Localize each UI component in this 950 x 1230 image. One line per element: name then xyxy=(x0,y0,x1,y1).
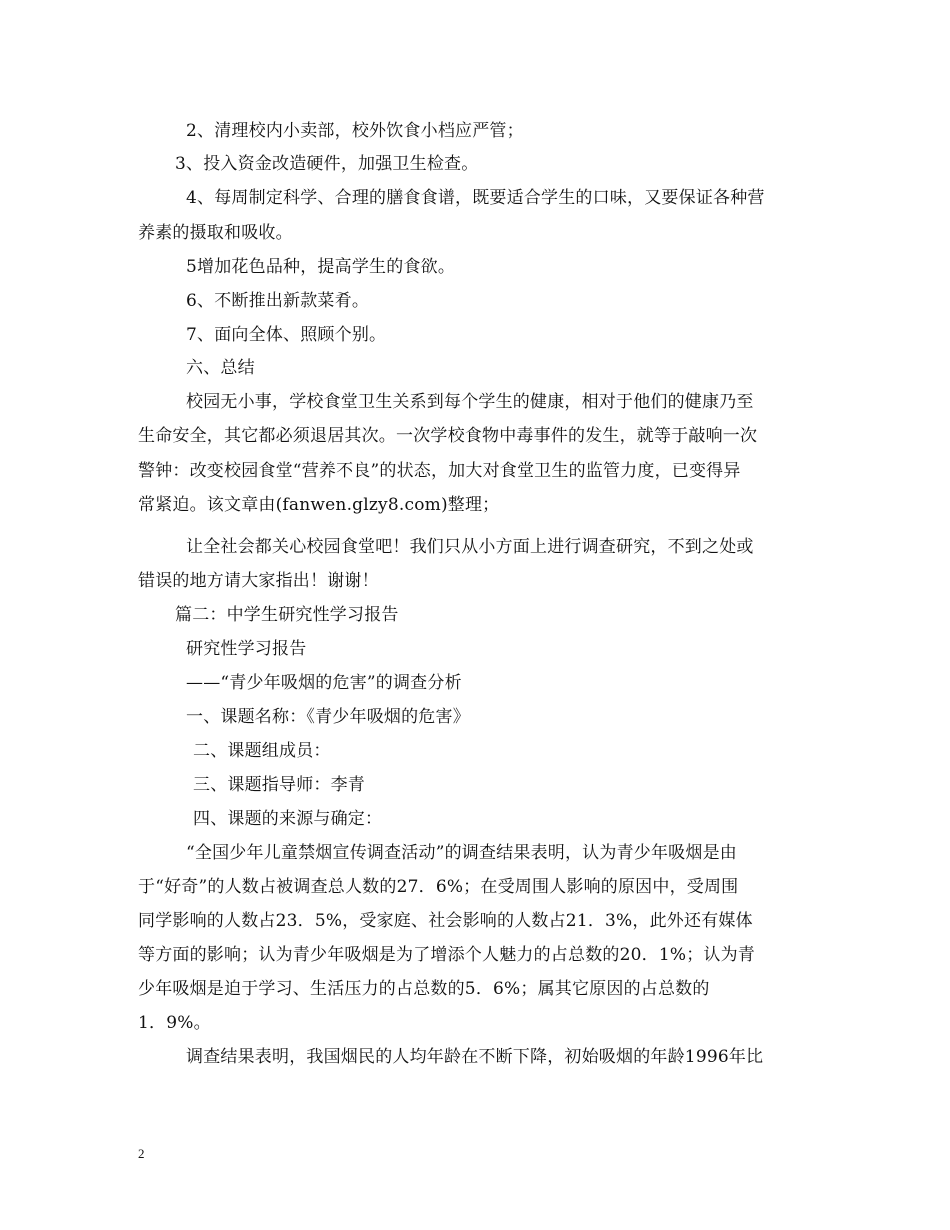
text-line: 2、清理校内小卖部，校外饮食小档应严管； xyxy=(186,121,524,141)
text-line: 二、课题组成员： xyxy=(193,741,331,761)
text-line: 一、课题名称：《青少年吸烟的危害》 xyxy=(186,707,470,727)
section-heading: 研究性学习报告 xyxy=(186,639,307,659)
text-line: “全国少年儿童禁烟宣传调查活动”的调查结果表明，认为青少年吸烟是由 xyxy=(186,843,737,863)
section-heading: 篇二：中学生研究性学习报告 xyxy=(175,605,399,625)
text-line: 1．9%。 xyxy=(138,1013,211,1033)
text-line: 让全社会都关心校园食堂吧！我们只从小方面上进行调查研究，不到之处或 xyxy=(186,537,754,557)
page-number: 2 xyxy=(138,1146,145,1161)
text-line: 警钟：改变校园食堂“营养不良”的状态，加大对食堂卫生的监管力度，已变得异 xyxy=(138,461,741,481)
text-line: 7、面向全体、照顾个别。 xyxy=(186,325,387,345)
text-line: 4、每周制定科学、合理的膳食食谱，既要适合学生的口味，又要保证各种营 xyxy=(186,188,765,208)
text-line: 少年吸烟是迫于学习、生活压力的占总数的5．6%；属其它原因的占总数的 xyxy=(138,979,710,999)
text-line: 养素的摄取和吸收。 xyxy=(138,223,293,243)
text-line: 四、课题的来源与确定： xyxy=(193,809,383,829)
text-line: 生命安全，其它都必须退居其次。一次学校食物中毒事件的发生，就等于敲响一次 xyxy=(138,426,758,446)
text-line: 常紧迫。该文章由(fanwen.glzy8.com)整理； xyxy=(138,495,500,515)
text-line: 5增加花色品种，提高学生的食欲。 xyxy=(186,257,456,277)
text-line: 6、不断推出新款菜肴。 xyxy=(186,291,370,311)
text-line: 错误的地方请大家指出！谢谢！ xyxy=(138,571,379,591)
subtitle: ——“青少年吸烟的危害”的调查分析 xyxy=(186,673,462,693)
text-line: 于“好奇”的人数占被调查总人数的27．6%；在受周围人影响的原因中，受周围 xyxy=(138,877,739,897)
text-line: 校园无小事，学校食堂卫生关系到每个学生的健康，相对于他们的健康乃至 xyxy=(186,392,754,412)
section-heading: 六、总结 xyxy=(186,358,255,378)
text-line: 同学影响的人数占23．5%，受家庭、社会影响的人数占21．3%，此外还有媒体 xyxy=(138,911,753,931)
text-line: 三、课题指导师：李青 xyxy=(193,775,365,795)
text-line: 调查结果表明，我国烟民的人均年龄在不断下降，初始吸烟的年龄1996年比 xyxy=(186,1047,764,1067)
text-line: 3、投入资金改造硬件，加强卫生检查。 xyxy=(175,154,479,174)
text-line: 等方面的影响；认为青少年吸烟是为了增添个人魅力的占总数的20．1%；认为青 xyxy=(138,945,755,965)
